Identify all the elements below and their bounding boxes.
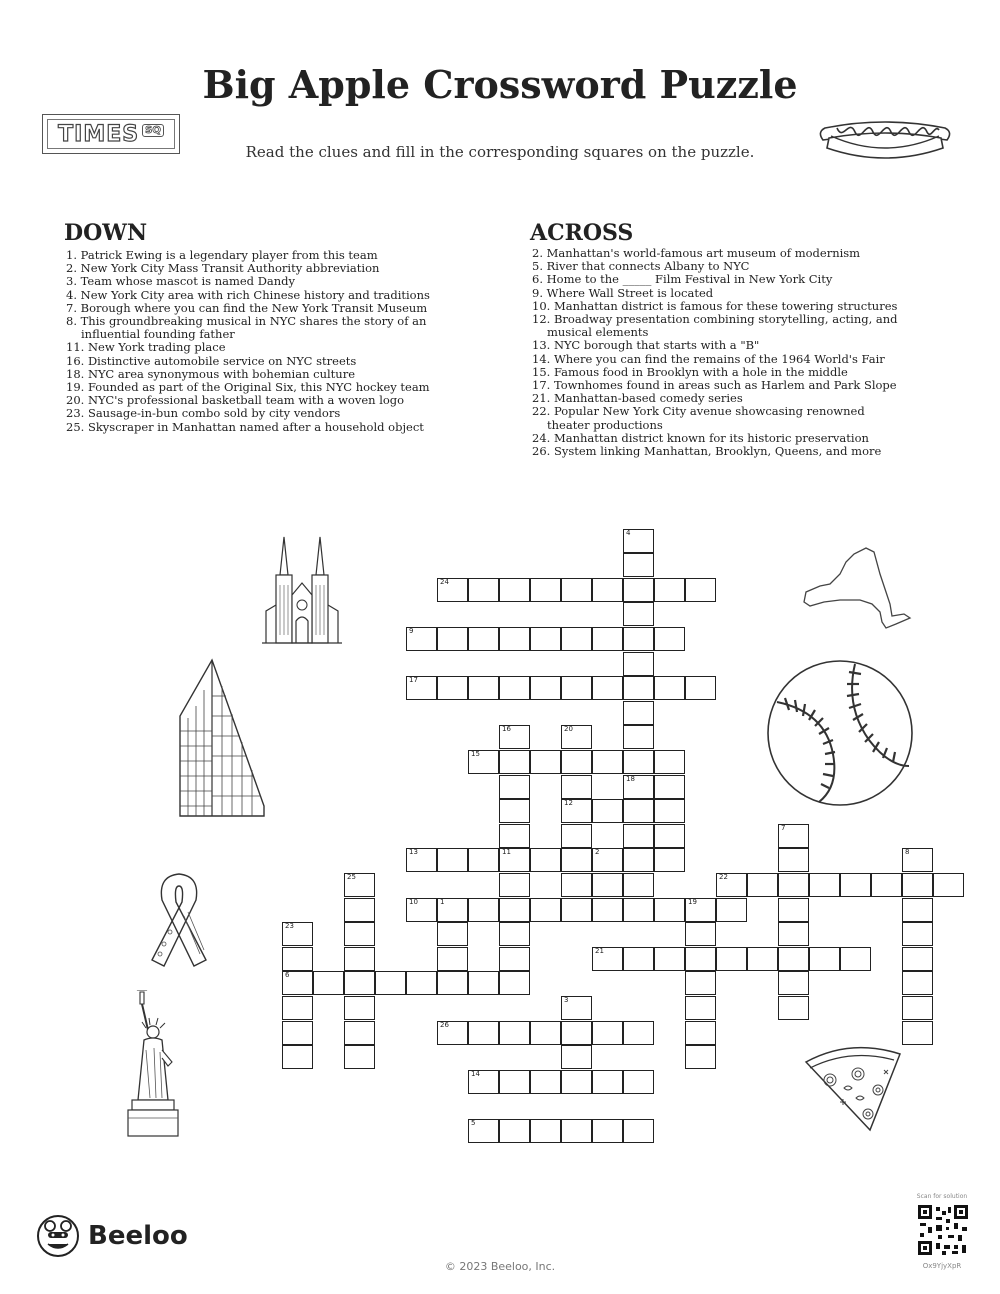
clue-across-12: 12. Broadway presentation combining storytelling, acting, and musical elements	[532, 312, 898, 340]
clue-across-9: 9. Where Wall Street is located	[532, 285, 714, 300]
crossword-cell[interactable]	[592, 676, 623, 700]
crossword-cell[interactable]	[902, 971, 933, 995]
crossword-cell[interactable]	[654, 775, 685, 799]
crossword-cell[interactable]	[809, 873, 840, 897]
cell-number: 19	[688, 897, 697, 906]
clue-across-15: 15. Famous food in Brooklyn with a hole in the middle	[532, 364, 848, 379]
crossword-cell[interactable]	[871, 873, 902, 897]
statue-of-liberty-icon	[118, 990, 193, 1140]
clue-across-17: 17. Townhomes found in areas such as Harlem and Park Slope	[532, 378, 897, 393]
crossword-cell[interactable]	[530, 578, 561, 602]
crossword-cell[interactable]	[468, 1021, 499, 1045]
cell-number: 2	[595, 848, 600, 857]
crossword-cell[interactable]	[530, 750, 561, 774]
crossword-cell[interactable]	[499, 799, 530, 823]
crossword-cell[interactable]	[468, 676, 499, 700]
crossword-cell[interactable]	[623, 529, 654, 553]
crossword-cell[interactable]	[592, 848, 623, 872]
crossword-cell[interactable]	[344, 898, 375, 922]
clue-down-23: 23. Sausage-in-bun combo sold by city vendors	[66, 406, 341, 421]
clue-down-1: 1. Patrick Ewing is a legendary player from this team	[66, 248, 378, 262]
crossword-cell[interactable]	[654, 848, 685, 872]
crossword-cell[interactable]	[561, 1021, 592, 1045]
clue-across-14: 14. Where you can find the remains of the 1964 World's Fair	[532, 351, 885, 366]
crossword-cell[interactable]	[468, 848, 499, 872]
crossword-cell[interactable]	[778, 947, 809, 971]
clue-down-2: 2. New York City Mass Transit Authority abbreviation	[66, 261, 380, 276]
crossword-cell[interactable]	[778, 996, 809, 1020]
crossword-cell[interactable]	[654, 578, 685, 602]
crossword-cell[interactable]	[623, 578, 654, 602]
crossword-cell[interactable]	[561, 1045, 592, 1069]
crossword-cell[interactable]	[902, 922, 933, 946]
crossword-cell[interactable]	[406, 676, 437, 700]
crossword-cell[interactable]	[344, 971, 375, 995]
clue-down-4: 4. New York City area with rich Chinese history and traditions	[66, 287, 430, 302]
crossword-cell[interactable]	[809, 947, 840, 971]
crossword-cell[interactable]	[623, 799, 654, 823]
crossword-cell[interactable]	[623, 701, 654, 725]
crossword-cell[interactable]	[499, 1021, 530, 1045]
crossword-cell[interactable]	[468, 627, 499, 651]
crossword-cell[interactable]	[778, 898, 809, 922]
crossword-cell[interactable]	[685, 898, 716, 922]
crossword-cell[interactable]	[499, 578, 530, 602]
cell-number: 24	[440, 577, 449, 586]
cell-number: 6	[285, 971, 290, 980]
qr-code-text: Ox9YjyXpR	[922, 1262, 962, 1270]
crossword-cell[interactable]	[499, 848, 530, 872]
crossword-cell[interactable]	[716, 947, 747, 971]
baseball-icon	[765, 658, 915, 808]
crossword-cell[interactable]	[685, 578, 716, 602]
beeloo-logo	[36, 1214, 188, 1258]
sq-sign-text: SQ	[142, 124, 164, 137]
crossword-cell[interactable]	[623, 652, 654, 676]
down-heading: DOWN	[64, 220, 148, 246]
crossword-cell[interactable]	[561, 775, 592, 799]
crossword-cell[interactable]	[282, 971, 313, 995]
crossword-cell[interactable]	[344, 873, 375, 897]
crossword-cell[interactable]	[778, 824, 809, 848]
crossword-cell[interactable]	[437, 676, 468, 700]
crossword-cell[interactable]	[561, 824, 592, 848]
clue-across-26: 26. System linking Manhattan, Brooklyn, Queens, and more	[532, 444, 882, 459]
cell-number: 15	[471, 749, 480, 758]
crossword-cell[interactable]	[468, 1119, 499, 1143]
crossword-cell[interactable]	[778, 922, 809, 946]
crossword-cell[interactable]	[561, 627, 592, 651]
crossword-cell[interactable]	[592, 947, 623, 971]
times-sign-text: TIMES	[58, 121, 140, 147]
crossword-cell[interactable]	[499, 676, 530, 700]
crossword-cell[interactable]	[654, 898, 685, 922]
crossword-cell[interactable]	[747, 947, 778, 971]
cell-number: 12	[564, 799, 573, 808]
crossword-cell[interactable]	[685, 996, 716, 1020]
crossword-cell[interactable]	[530, 1070, 561, 1094]
cell-number: 22	[719, 872, 728, 881]
cathedral-icon	[262, 535, 342, 645]
clue-across-10: 10. Manhattan district is famous for these towering structures	[532, 298, 898, 313]
crossword-cell[interactable]	[902, 996, 933, 1020]
pizza-slice-icon	[800, 1040, 910, 1135]
clue-down-18: 18. NYC area synonymous with bohemian culture	[66, 366, 356, 381]
crossword-cell[interactable]	[623, 627, 654, 651]
new-york-state-map-icon	[800, 544, 915, 634]
clue-down-11: 11. New York trading place	[66, 340, 226, 355]
crossword-cell[interactable]	[561, 1070, 592, 1094]
crossword-cell[interactable]	[282, 1021, 313, 1045]
clue-across-6: 6. Home to the _____ Film Festival in New York City	[532, 272, 833, 287]
crossword-cell[interactable]	[685, 1021, 716, 1045]
crossword-cell[interactable]	[406, 627, 437, 651]
instructions: Read the clues and fill in the corresponding squares on the puzzle.	[245, 143, 755, 161]
crossword-cell[interactable]	[654, 799, 685, 823]
crossword-cell[interactable]	[685, 971, 716, 995]
cell-number: 26	[440, 1020, 449, 1029]
clue-down-20: 20. NYC's professional basketball team with a woven logo	[66, 393, 405, 408]
crossword-cell[interactable]	[282, 1045, 313, 1069]
cell-number: 4	[626, 528, 631, 537]
crossword-cell[interactable]	[561, 676, 592, 700]
cell-number: 10	[409, 897, 418, 906]
crossword-cell[interactable]	[654, 750, 685, 774]
crossword-cell[interactable]	[592, 799, 623, 823]
across-clue-list	[532, 247, 904, 458]
crossword-cell[interactable]	[406, 971, 437, 995]
crossword-cell[interactable]	[623, 947, 654, 971]
bee-mascot-icon	[36, 1214, 80, 1258]
crossword-cell[interactable]	[685, 922, 716, 946]
crossword-cell[interactable]	[530, 898, 561, 922]
crossword-cell[interactable]	[654, 627, 685, 651]
clue-across-21: 21. Manhattan-based comedy series	[532, 391, 743, 406]
crossword-cell[interactable]	[623, 1021, 654, 1045]
crossword-cell[interactable]	[592, 627, 623, 651]
cell-number: 23	[285, 922, 294, 931]
crossword-cell[interactable]	[592, 873, 623, 897]
crossword-cell[interactable]	[623, 725, 654, 749]
crossword-cell[interactable]	[282, 922, 313, 946]
awareness-ribbon-icon	[144, 866, 214, 976]
crossword-cell[interactable]	[375, 971, 406, 995]
cell-number: 9	[409, 626, 414, 635]
crossword-cell[interactable]	[902, 873, 933, 897]
crossword-cell[interactable]	[344, 922, 375, 946]
crossword-cell[interactable]	[654, 824, 685, 848]
crossword-cell[interactable]	[437, 971, 468, 995]
crossword-cell[interactable]	[592, 898, 623, 922]
crossword-cell[interactable]	[654, 676, 685, 700]
crossword-cell[interactable]	[623, 873, 654, 897]
crossword-cell[interactable]	[592, 1021, 623, 1045]
cell-number: 21	[595, 946, 604, 955]
clue-across-22: 22. Popular New York City avenue showcasing renowned theater productions	[532, 404, 865, 432]
clue-across-24: 24. Manhattan district known for its historic preservation	[532, 430, 869, 445]
crossword-cell[interactable]	[623, 898, 654, 922]
crossword-cell[interactable]	[499, 898, 530, 922]
crossword-cell[interactable]	[499, 725, 530, 749]
cell-number: 5	[471, 1118, 476, 1127]
down-clue-list	[66, 249, 436, 434]
clue-down-7: 7. Borough where you can find the New York Transit Museum	[66, 300, 428, 315]
times-square-sign	[42, 114, 180, 154]
crossword-cell[interactable]	[716, 898, 747, 922]
crossword-cell[interactable]	[685, 676, 716, 700]
crossword-cell[interactable]	[623, 848, 654, 872]
crossword-cell[interactable]	[437, 898, 468, 922]
crossword-cell[interactable]	[468, 1070, 499, 1094]
cell-number: 16	[502, 725, 511, 734]
crossword-cell[interactable]	[747, 873, 778, 897]
page-title: Big Apple Crossword Puzzle	[202, 62, 798, 107]
clue-down-25: 25. Skyscraper in Manhattan named after a household object	[66, 419, 424, 434]
crossword-cell[interactable]	[840, 873, 871, 897]
crossword-cell[interactable]	[623, 676, 654, 700]
crossword-cell[interactable]	[933, 873, 964, 897]
crossword-cell[interactable]	[561, 578, 592, 602]
cell-number: 7	[781, 823, 786, 832]
cell-number: 8	[905, 848, 910, 857]
clue-across-5: 5. River that connects Albany to NYC	[532, 259, 750, 274]
crossword-cell[interactable]	[778, 971, 809, 995]
crossword-cell[interactable]	[592, 1119, 623, 1143]
cell-number: 11	[502, 848, 511, 857]
crossword-cell[interactable]	[685, 947, 716, 971]
crossword-cell[interactable]	[623, 824, 654, 848]
crossword-cell[interactable]	[561, 750, 592, 774]
crossword-cell[interactable]	[499, 824, 530, 848]
crossword-cell[interactable]	[499, 947, 530, 971]
crossword-cell[interactable]	[437, 1021, 468, 1045]
crossword-cell[interactable]	[499, 873, 530, 897]
cell-number: 25	[347, 872, 356, 881]
crossword-cell[interactable]	[840, 947, 871, 971]
clue-down-16: 16. Distinctive automobile service on NYC streets	[66, 353, 357, 368]
crossword-cell[interactable]	[406, 898, 437, 922]
crossword-cell[interactable]	[902, 848, 933, 872]
qr-code-icon[interactable]	[918, 1205, 968, 1255]
cell-number: 18	[626, 774, 635, 783]
cell-number: 17	[409, 676, 418, 685]
crossword-cell[interactable]	[499, 627, 530, 651]
crossword-cell[interactable]	[530, 848, 561, 872]
crossword-cell[interactable]	[437, 627, 468, 651]
crossword-cell[interactable]	[592, 750, 623, 774]
crossword-cell[interactable]	[592, 1070, 623, 1094]
crossword-cell[interactable]	[902, 947, 933, 971]
cell-number: 1	[440, 897, 445, 906]
flatiron-building-icon	[172, 656, 272, 821]
crossword-cell[interactable]	[499, 1070, 530, 1094]
clue-down-8: 8. This groundbreaking musical in NYC shares the story of an influential founding father	[66, 314, 427, 342]
crossword-cell[interactable]	[623, 775, 654, 799]
crossword-cell[interactable]	[530, 627, 561, 651]
cell-number: 13	[409, 848, 418, 857]
crossword-cell[interactable]	[282, 996, 313, 1020]
crossword-cell[interactable]	[499, 775, 530, 799]
crossword-cell[interactable]	[344, 947, 375, 971]
crossword-cell[interactable]	[468, 578, 499, 602]
crossword-cell[interactable]	[561, 725, 592, 749]
qr-label: Scan for solution	[916, 1193, 968, 1200]
crossword-cell[interactable]	[623, 553, 654, 577]
cell-number: 14	[471, 1069, 480, 1078]
crossword-cell[interactable]	[344, 1045, 375, 1069]
crossword-cell[interactable]	[561, 1119, 592, 1143]
crossword-cell[interactable]	[468, 898, 499, 922]
crossword-cell[interactable]	[499, 1119, 530, 1143]
brand-name: Beeloo	[88, 1221, 188, 1251]
cell-number: 20	[564, 725, 573, 734]
crossword-cell[interactable]	[468, 750, 499, 774]
crossword-cell[interactable]	[902, 898, 933, 922]
crossword-cell[interactable]	[499, 922, 530, 946]
crossword-cell[interactable]	[592, 578, 623, 602]
clue-across-13: 13. NYC borough that starts with a "B"	[532, 338, 760, 353]
crossword-cell[interactable]	[654, 947, 685, 971]
crossword-cell[interactable]	[716, 873, 747, 897]
crossword-cell[interactable]	[623, 1070, 654, 1094]
crossword-cell[interactable]	[437, 947, 468, 971]
crossword-cell[interactable]	[561, 898, 592, 922]
crossword-cell[interactable]	[313, 971, 344, 995]
crossword-cell[interactable]	[778, 873, 809, 897]
crossword-cell[interactable]	[561, 873, 592, 897]
crossword-cell[interactable]	[437, 578, 468, 602]
cell-number: 3	[564, 995, 569, 1004]
crossword-cell[interactable]	[623, 750, 654, 774]
hotdog-icon	[815, 108, 955, 170]
crossword-cell[interactable]	[499, 750, 530, 774]
clue-down-19: 19. Founded as part of the Original Six, this NYC hockey team	[66, 380, 430, 395]
crossword-cell[interactable]	[282, 947, 313, 971]
crossword-cell[interactable]	[530, 676, 561, 700]
crossword-cell[interactable]	[561, 848, 592, 872]
crossword-cell[interactable]	[685, 1045, 716, 1069]
crossword-cell[interactable]	[344, 1021, 375, 1045]
crossword-cell[interactable]	[437, 848, 468, 872]
crossword-cell[interactable]	[561, 996, 592, 1020]
crossword-cell[interactable]	[406, 848, 437, 872]
crossword-cell[interactable]	[561, 799, 592, 823]
copyright-text: © 2023 Beeloo, Inc.	[444, 1260, 556, 1273]
crossword-cell[interactable]	[623, 1119, 654, 1143]
across-heading: ACROSS	[530, 220, 634, 246]
clue-across-2: 2. Manhattan's world-famous art museum of modernism	[532, 246, 861, 260]
crossword-cell[interactable]	[468, 971, 499, 995]
crossword-cell[interactable]	[530, 1119, 561, 1143]
crossword-cell[interactable]	[437, 922, 468, 946]
crossword-cell[interactable]	[530, 1021, 561, 1045]
clue-down-3: 3. Team whose mascot is named Dandy	[66, 274, 296, 289]
crossword-cell[interactable]	[344, 996, 375, 1020]
crossword-cell[interactable]	[778, 848, 809, 872]
crossword-cell[interactable]	[623, 602, 654, 626]
crossword-cell[interactable]	[499, 971, 530, 995]
